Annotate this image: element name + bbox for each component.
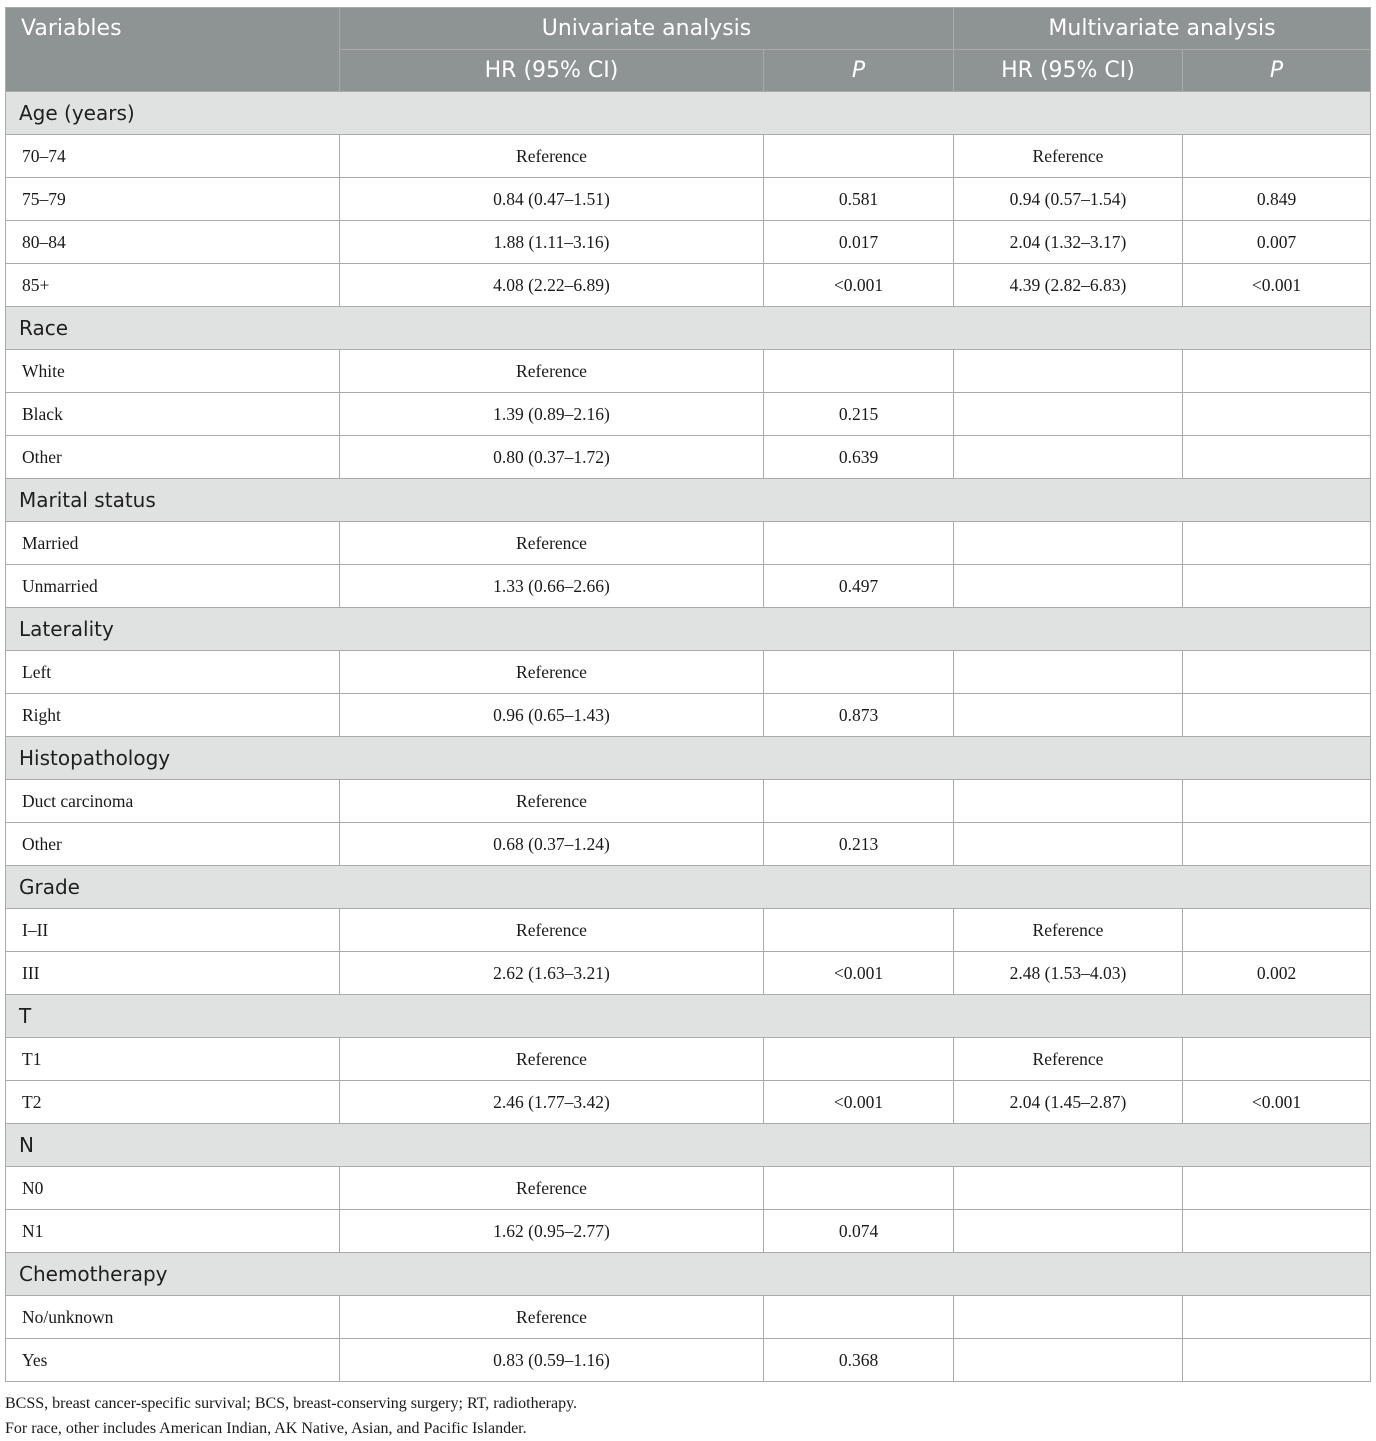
univariate-hr-cell: 1.88 (1.11–3.16)	[340, 221, 764, 264]
multivariate-hr-cell	[954, 436, 1183, 479]
section-row	[6, 1253, 1371, 1296]
section-row	[6, 479, 1371, 522]
univariate-p-cell	[764, 909, 954, 952]
multivariate-hr-cell	[954, 1167, 1183, 1210]
univariate-hr-cell: 1.33 (0.66–2.66)	[340, 565, 764, 608]
univariate-p-cell: 0.873	[764, 694, 954, 737]
row-label: White	[6, 350, 340, 393]
table-header	[6, 8, 1371, 92]
univariate-p-cell	[764, 651, 954, 694]
univariate-hr-cell: 4.08 (2.22–6.89)	[340, 264, 764, 307]
section-title: Laterality	[6, 608, 1371, 651]
row-label: Yes	[6, 1339, 340, 1382]
section-title: N	[6, 1124, 1371, 1167]
multivariate-p-cell	[1183, 1038, 1371, 1081]
multivariate-p-cell	[1183, 350, 1371, 393]
hazard-ratio-table	[5, 7, 1371, 1382]
univariate-hr-cell: Reference	[340, 909, 764, 952]
row-label: Duct carcinoma	[6, 780, 340, 823]
footnote: BCSS, breast cancer-specific survival; BCS, breast-conserving surgery; RT, radiotherapy.	[5, 1395, 578, 1412]
row-label: Left	[6, 651, 340, 694]
multivariate-p-cell	[1183, 1167, 1371, 1210]
multivariate-p-cell	[1183, 909, 1371, 952]
univariate-p-cell: <0.001	[764, 1081, 954, 1124]
univariate-p-cell: 0.368	[764, 1339, 954, 1382]
table-row	[6, 565, 1371, 608]
row-label: 70–74	[6, 135, 340, 178]
multivariate-p-cell	[1183, 694, 1371, 737]
univariate-hr-cell: 2.46 (1.77–3.42)	[340, 1081, 764, 1124]
multivariate-p-header: P	[1183, 50, 1371, 92]
table-row	[6, 823, 1371, 866]
table-row	[6, 1339, 1371, 1382]
univariate-p-cell	[764, 1167, 954, 1210]
multivariate-hr-cell: 2.48 (1.53–4.03)	[954, 952, 1183, 995]
row-label: Other	[6, 436, 340, 479]
multivariate-hr-cell	[954, 565, 1183, 608]
table-row	[6, 1296, 1371, 1339]
row-label: No/unknown	[6, 1296, 340, 1339]
section-row	[6, 307, 1371, 350]
univariate-p-cell	[764, 1038, 954, 1081]
multivariate-p-cell	[1183, 651, 1371, 694]
multivariate-p-cell	[1183, 436, 1371, 479]
table-row	[6, 909, 1371, 952]
row-label: N1	[6, 1210, 340, 1253]
table-row	[6, 393, 1371, 436]
multivariate-hr-cell: 4.39 (2.82–6.83)	[954, 264, 1183, 307]
table-row	[6, 952, 1371, 995]
multivariate-hr-cell	[954, 350, 1183, 393]
univariate-hr-cell: Reference	[340, 780, 764, 823]
table-row	[6, 1081, 1371, 1124]
multivariate-p-cell	[1183, 1339, 1371, 1382]
table-row	[6, 350, 1371, 393]
univariate-header: Univariate analysis	[340, 8, 954, 50]
univariate-hr-cell: Reference	[340, 135, 764, 178]
multivariate-p-cell: <0.001	[1183, 264, 1371, 307]
univariate-hr-cell: Reference	[340, 522, 764, 565]
row-label: Right	[6, 694, 340, 737]
variables-header: Variables	[6, 8, 340, 92]
row-label: Married	[6, 522, 340, 565]
section-title: T	[6, 995, 1371, 1038]
univariate-hr-cell: 1.62 (0.95–2.77)	[340, 1210, 764, 1253]
table-row	[6, 135, 1371, 178]
univariate-p-cell: 0.497	[764, 565, 954, 608]
multivariate-hr-cell: 2.04 (1.45–2.87)	[954, 1081, 1183, 1124]
multivariate-hr-cell: 0.94 (0.57–1.54)	[954, 178, 1183, 221]
section-row	[6, 995, 1371, 1038]
univariate-p-cell	[764, 135, 954, 178]
univariate-p-cell: 0.581	[764, 178, 954, 221]
row-label: Black	[6, 393, 340, 436]
univariate-hr-cell: Reference	[340, 350, 764, 393]
univariate-p-cell	[764, 350, 954, 393]
multivariate-hr-cell	[954, 780, 1183, 823]
row-label: Unmarried	[6, 565, 340, 608]
multivariate-hr-cell	[954, 1296, 1183, 1339]
multivariate-p-cell	[1183, 823, 1371, 866]
multivariate-hr-cell	[954, 823, 1183, 866]
row-label: III	[6, 952, 340, 995]
table-footnotes	[5, 1391, 577, 1441]
section-title: Grade	[6, 866, 1371, 909]
univariate-p-cell	[764, 780, 954, 823]
multivariate-hr-cell: Reference	[954, 1038, 1183, 1081]
univariate-hr-header: HR (95% CI)	[340, 50, 764, 92]
univariate-hr-cell: 0.84 (0.47–1.51)	[340, 178, 764, 221]
table-body	[6, 92, 1371, 1382]
multivariate-p-cell	[1183, 393, 1371, 436]
table-row	[6, 522, 1371, 565]
univariate-p-cell: 0.639	[764, 436, 954, 479]
multivariate-hr-cell	[954, 1210, 1183, 1253]
row-label: T2	[6, 1081, 340, 1124]
multivariate-hr-header: HR (95% CI)	[954, 50, 1183, 92]
univariate-p-header: P	[764, 50, 954, 92]
univariate-p-cell: 0.074	[764, 1210, 954, 1253]
univariate-p-cell	[764, 522, 954, 565]
univariate-p-cell: <0.001	[764, 264, 954, 307]
section-title: Race	[6, 307, 1371, 350]
univariate-hr-cell: 0.83 (0.59–1.16)	[340, 1339, 764, 1382]
multivariate-header: Multivariate analysis	[954, 8, 1371, 50]
multivariate-p-cell: 0.002	[1183, 952, 1371, 995]
multivariate-p-cell	[1183, 780, 1371, 823]
table-row	[6, 178, 1371, 221]
row-label: 80–84	[6, 221, 340, 264]
univariate-hr-cell: 1.39 (0.89–2.16)	[340, 393, 764, 436]
section-row	[6, 737, 1371, 780]
row-label: T1	[6, 1038, 340, 1081]
section-row	[6, 608, 1371, 651]
section-title: Histopathology	[6, 737, 1371, 780]
univariate-p-cell: 0.213	[764, 823, 954, 866]
table-row	[6, 780, 1371, 823]
table-row	[6, 1038, 1371, 1081]
univariate-hr-cell: 0.96 (0.65–1.43)	[340, 694, 764, 737]
multivariate-hr-cell	[954, 651, 1183, 694]
multivariate-hr-cell: 2.04 (1.32–3.17)	[954, 221, 1183, 264]
multivariate-hr-cell	[954, 522, 1183, 565]
row-label: 85+	[6, 264, 340, 307]
multivariate-hr-cell	[954, 1339, 1183, 1382]
univariate-p-cell: 0.017	[764, 221, 954, 264]
table-row	[6, 1167, 1371, 1210]
multivariate-p-cell	[1183, 565, 1371, 608]
multivariate-hr-cell: Reference	[954, 135, 1183, 178]
multivariate-hr-cell: Reference	[954, 909, 1183, 952]
univariate-hr-cell: Reference	[340, 1296, 764, 1339]
univariate-hr-cell: 2.62 (1.63–3.21)	[340, 952, 764, 995]
table-row	[6, 221, 1371, 264]
table-row	[6, 694, 1371, 737]
multivariate-p-cell	[1183, 1296, 1371, 1339]
section-title: Marital status	[6, 479, 1371, 522]
section-row	[6, 92, 1371, 135]
row-label: I–II	[6, 909, 340, 952]
table-container	[5, 7, 1370, 1382]
univariate-hr-cell: Reference	[340, 651, 764, 694]
section-title: Age (years)	[6, 92, 1371, 135]
multivariate-p-cell	[1183, 1210, 1371, 1253]
univariate-hr-cell: 0.80 (0.37–1.72)	[340, 436, 764, 479]
section-row	[6, 866, 1371, 909]
footnote: For race, other includes American Indian, AK Native, Asian, and Pacific Islander.	[5, 1420, 527, 1437]
row-label: Other	[6, 823, 340, 866]
univariate-hr-cell: Reference	[340, 1038, 764, 1081]
multivariate-p-cell	[1183, 522, 1371, 565]
multivariate-p-cell: 0.007	[1183, 221, 1371, 264]
univariate-hr-cell: Reference	[340, 1167, 764, 1210]
univariate-p-cell	[764, 1296, 954, 1339]
univariate-p-cell: <0.001	[764, 952, 954, 995]
multivariate-p-cell	[1183, 135, 1371, 178]
multivariate-p-cell: <0.001	[1183, 1081, 1371, 1124]
multivariate-hr-cell	[954, 393, 1183, 436]
row-label: N0	[6, 1167, 340, 1210]
table-row	[6, 1210, 1371, 1253]
row-label: 75–79	[6, 178, 340, 221]
table-row	[6, 264, 1371, 307]
section-title: Chemotherapy	[6, 1253, 1371, 1296]
multivariate-hr-cell	[954, 694, 1183, 737]
table-row	[6, 651, 1371, 694]
section-row	[6, 1124, 1371, 1167]
multivariate-p-cell: 0.849	[1183, 178, 1371, 221]
univariate-p-cell: 0.215	[764, 393, 954, 436]
table-row	[6, 436, 1371, 479]
univariate-hr-cell: 0.68 (0.37–1.24)	[340, 823, 764, 866]
